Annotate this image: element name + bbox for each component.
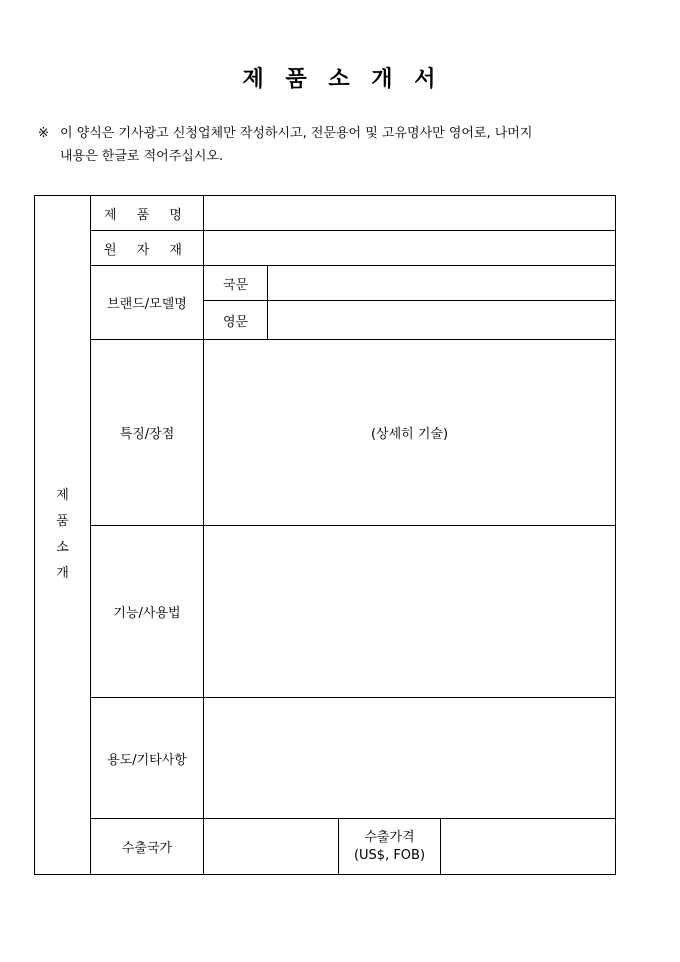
note-line-1: 이 양식은 기사광고 신청업체만 작성하시고, 전문용어 및 고유명사만 영어로, 나머지	[60, 126, 533, 141]
features-label: 특징/장점	[91, 340, 204, 526]
features-hint: (상세히 기술)	[370, 427, 449, 442]
features-field[interactable]	[204, 340, 616, 526]
product-name-field[interactable]	[204, 196, 616, 231]
brand-korean-field[interactable]	[268, 266, 616, 301]
export-country-field[interactable]	[204, 819, 339, 875]
document-title: 제 품 소 개 서	[242, 66, 438, 92]
brand-model-label: 브랜드/모델명	[91, 266, 204, 340]
note-line-2: 내용은 한글로 적어주십시오.	[60, 149, 224, 164]
note-mark: ※	[38, 126, 49, 141]
product-name-label: 제 품 명	[91, 196, 204, 231]
product-intro-form	[34, 195, 616, 875]
brand-english-label: 영문	[204, 301, 268, 340]
purpose-other-label: 용도/기타사항	[91, 698, 204, 819]
raw-material-field[interactable]	[204, 231, 616, 266]
export-price-field[interactable]	[441, 819, 616, 875]
function-usage-field[interactable]	[204, 526, 616, 698]
purpose-other-field[interactable]	[204, 698, 616, 819]
export-price-label: 수출가격 (US$, FOB)	[339, 819, 441, 875]
export-country-label: 수출국가	[91, 819, 204, 875]
raw-material-label: 원 자 재	[91, 231, 204, 266]
function-usage-label: 기능/사용법	[91, 526, 204, 698]
brand-english-field[interactable]	[268, 301, 616, 340]
section-label-product-intro: 제 품 소 개	[35, 196, 91, 875]
brand-korean-label: 국문	[204, 266, 268, 301]
